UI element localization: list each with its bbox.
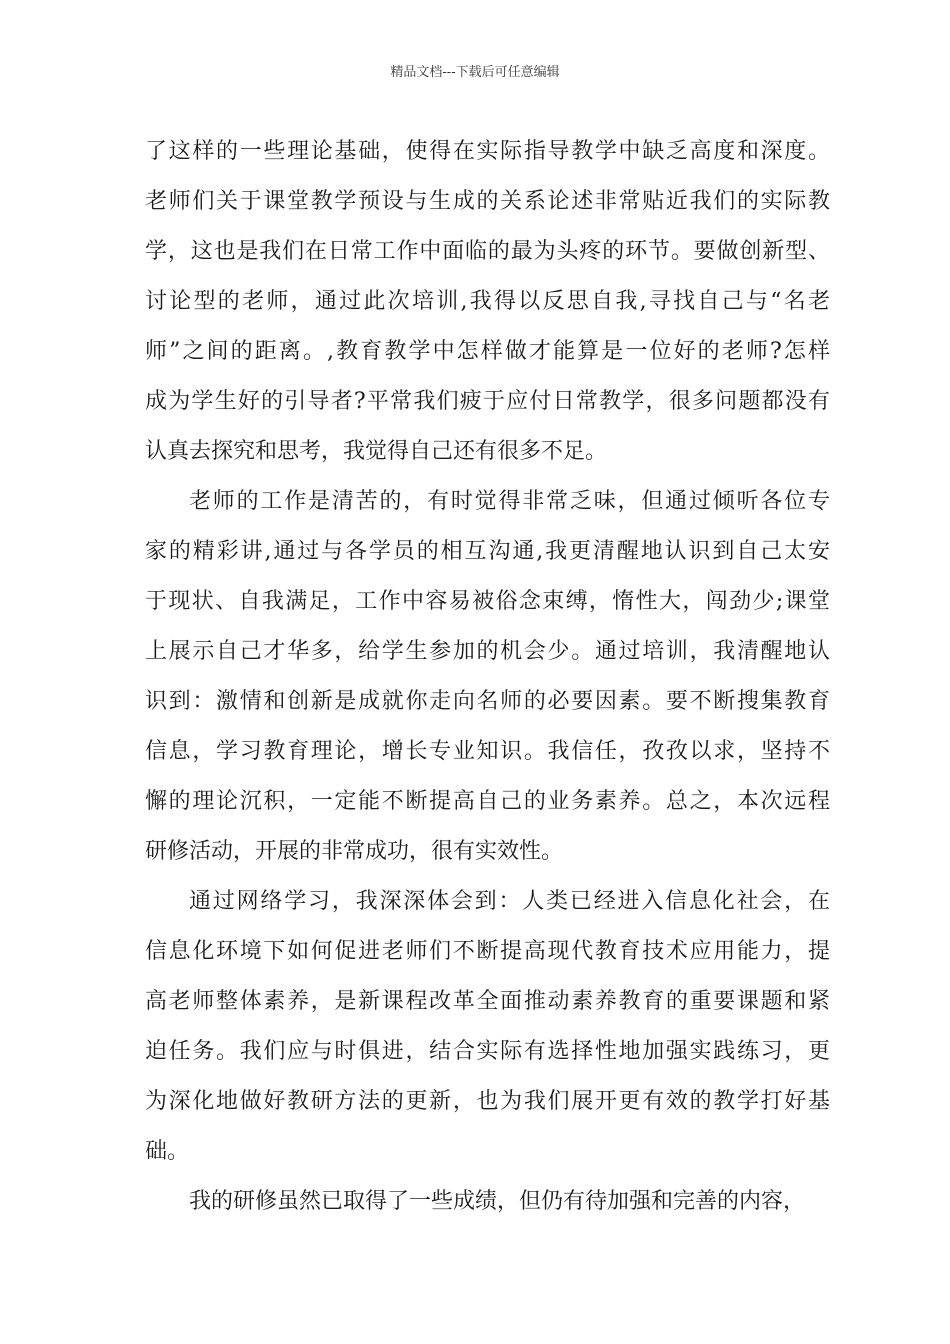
text-line: 家的精彩讲,通过与各学员的相互沟通,我更清醒地认识到自己太安 xyxy=(145,539,830,564)
text-line: 成为学生好的引导者?平常我们疲于应付日常教学，很多问题都没有 xyxy=(145,389,830,414)
text-line: 学，这也是我们在日常工作中面临的最为头疼的环节。要做创新型、 xyxy=(145,239,830,264)
text-line: 为深化地做好教研方法的更新，也为我们展开更有效的教学打好基 xyxy=(145,1089,830,1114)
paragraph xyxy=(145,877,830,1177)
text-line: 老师的工作是清苦的，有时觉得非常乏味，但通过倾听各位专 xyxy=(189,489,830,514)
text-line: 信息，学习教育理论，增长专业知识。我信任，孜孜以求，坚持不 xyxy=(145,739,830,764)
text-line: 础。 xyxy=(145,1139,190,1164)
document-body xyxy=(145,127,830,1227)
text-line: 通过网络学习，我深深体会到：人类已经进入信息化社会，在 xyxy=(189,889,830,914)
text-line: 识到：激情和创新是成就你走向名师的必要因素。要不断搜集教育 xyxy=(145,689,830,714)
text-line: 研修活动，开展的非常成功，很有实效性。 xyxy=(145,839,564,864)
text-line: 高老师整体素养，是新课程改革全面推动素养教育的重要课题和紧 xyxy=(145,989,830,1014)
text-line: 认真去探究和思考，我觉得自己还有很多不足。 xyxy=(145,439,608,464)
text-line: 我的研修虽然已取得了一些成绩，但仍有待加强和完善的内容， xyxy=(189,1189,806,1214)
text-line: 于现状、自我满足，工作中容易被俗念束缚，惰性大，闯劲少;课堂 xyxy=(145,589,830,614)
paragraph xyxy=(145,477,830,877)
text-line: 信息化环境下如何促进老师们不断提高现代教育技术应用能力，提 xyxy=(145,939,830,964)
text-line: 迫任务。我们应与时俱进，结合实际有选择性地加强实践练习，更 xyxy=(145,1039,830,1064)
text-line: 上展示自己才华多，给学生参加的机会少。通过培训，我清醒地认 xyxy=(145,639,830,664)
text-line: 懈的理论沉积，一定能不断提高自己的业务素养。总之，本次远程 xyxy=(145,789,830,814)
text-line: 老师们关于课堂教学预设与生成的关系论述非常贴近我们的实际教 xyxy=(145,189,830,214)
paragraph xyxy=(145,127,830,477)
text-line: 了这样的一些理论基础，使得在实际指导教学中缺乏高度和深度。 xyxy=(145,139,830,164)
paragraph xyxy=(145,1177,830,1227)
text-line: 师”之间的距离。,教育教学中怎样做才能算是一位好的老师?怎样 xyxy=(145,339,830,364)
page-header: 精品文档---下载后可任意编辑 xyxy=(390,65,560,80)
text-line: 讨论型的老师，通过此次培训,我得以反思自我,寻找自己与“名老 xyxy=(145,289,830,314)
